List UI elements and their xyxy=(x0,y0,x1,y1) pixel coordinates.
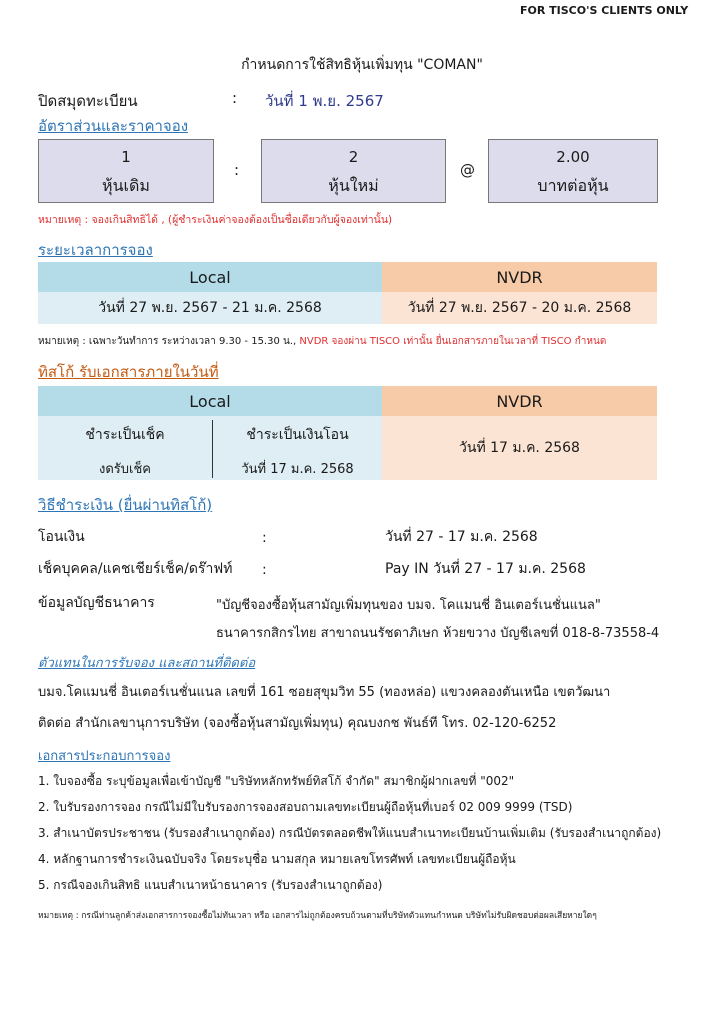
ratio-note: หมายเหตุ : จองเกินสิทธิได้ , (ผู้ชำระเงินค่าจองต้องเป็นชื่อเดียวกับผู้จองเท่านั้น) xyxy=(38,214,393,226)
transfer-method-colon: : xyxy=(262,530,267,546)
page-title: กำหนดการใช้สิทธิหุ้นเพิ่มทุน "COMAN" xyxy=(241,57,483,73)
period-heading: ระยะเวลาการจอง xyxy=(38,241,153,259)
price-box xyxy=(488,139,658,203)
docs-nvdr-value: วันที่ 17 ม.ค. 2568 xyxy=(382,416,657,480)
new-share-number: 2 xyxy=(348,148,359,166)
document-item: 2. ใบรับรองการจอง กรณีไม่มีใบรับรองการจองสอบถามเลขทะเบียนผู้ถือหุ้นที่เบอร์ 02 009 9999 (TSD) xyxy=(38,800,573,814)
ratio-separator: : xyxy=(234,161,240,179)
docs-nvdr-header: NVDR xyxy=(382,386,657,416)
cheque-method-label: เช็คบุคคล/แคชเชียร์เช็ค/ดร๊าฟท์ xyxy=(38,561,233,577)
transfer-label: ชำระเป็นเงินโอน xyxy=(246,427,349,443)
cheque-method-colon: : xyxy=(262,562,267,578)
document-item: 4. หลักฐานการชำระเงินฉบับจริง โดยระบุชื่อ นามสกุล หมายเลขโทรศัพท์ เลขทะเบียนผู้ถือหุ้น xyxy=(38,852,516,866)
bank-account-detail: ธนาคารกสิกรไทย สาขาถนนรัชดาภิเษก ห้วยขวาง บัญชีเลขที่ 018-8-73558-4 xyxy=(216,626,660,641)
book-close-date: วันที่ 1 พ.ย. 2567 xyxy=(265,92,384,110)
period-nvdr-header: NVDR xyxy=(382,262,657,292)
cheque-value: งดรับเช็ค xyxy=(99,462,151,477)
old-share-box xyxy=(38,139,214,203)
price-value: 2.00 xyxy=(556,148,590,166)
period-note: หมายเหตุ : เฉพาะวันทำการ ระหว่างเวลา 9.30 - 15.30 น., NVDR จองผ่าน TISCO เท่านั้น ยื่นเอกสารภายในเวลาที่ TISCO กำหนด xyxy=(38,336,607,347)
transfer-value: วันที่ 17 ม.ค. 2568 xyxy=(241,462,354,477)
document-item: 5. กรณีจองเกินสิทธิ แนบสำเนาหน้าธนาคาร (รับรองสำเนาถูกต้อง) xyxy=(38,878,383,892)
period-local-value: วันที่ 27 พ.ย. 2567 - 21 ม.ค. 2568 xyxy=(38,292,382,324)
documents-footnote: หมายเหตุ : กรณีท่านลูกค้าส่งเอกสารการจองซื้อไม่ทันเวลา หรือ เอกสารไม่ถูกต้องครบถ้วนตามที่บริษัทตัวแทนกำหนด บริษัทไม่รับผิดชอบต่อผลเสียหายใดๆ xyxy=(38,911,597,921)
agent-heading: ตัวแทนในการรับจอง และสถานที่ติดต่อ xyxy=(38,656,256,671)
agent-address: บมจ.โคแมนชี่ อินเตอร์เนชั่นแนล เลขที่ 161 ซอยสุขุมวิท 55 (ทองหล่อ) แขวงคลองตันเหนือ เขตวัฒนา xyxy=(38,685,611,700)
price-label: บาทต่อหุ้น xyxy=(537,176,609,195)
agent-contact: ติดต่อ สำนักเลขานุการบริษัท (จองซื้อหุ้นสามัญเพิ่มทุน) คุณบงกช พันธ์ที โทร. 02-120-6252 xyxy=(38,716,557,731)
clients-only-note: FOR TISCO'S CLIENTS ONLY xyxy=(520,4,689,17)
cheque-method-date: Pay IN วันที่ 27 - 17 ม.ค. 2568 xyxy=(385,561,586,577)
docs-local-header: Local xyxy=(38,386,382,416)
docs-local-body xyxy=(38,416,382,480)
book-close-label: ปิดสมุดทะเบียน xyxy=(38,92,138,110)
bank-account-name: "บัญชีจองซื้อหุ้นสามัญเพิ่มทุนของ บมจ. โคแมนชี่ อินเตอร์เนชั่นแนล" xyxy=(216,598,601,613)
ratio-at: @ xyxy=(460,161,475,179)
payment-heading: วิธีชำระเงิน (ยื่นผ่านทิสโก้) xyxy=(38,496,213,514)
period-local-header: Local xyxy=(38,262,382,292)
book-close-colon: : xyxy=(232,89,238,107)
bank-info-label: ข้อมูลบัญชีธนาคาร xyxy=(38,595,155,611)
new-share-box xyxy=(261,139,446,203)
old-share-number: 1 xyxy=(121,148,131,166)
cheque-label: ชำระเป็นเช็ค xyxy=(85,427,165,443)
transfer-method-label: โอนเงิน xyxy=(38,529,85,545)
document-item: 3. สำเนาบัตรประชาชน (รับรองสำเนาถูกต้อง) กรณีบัตรตลอดชีพให้แนบสำเนาทะเบียนบ้านเพิ่มเติม (รับรองสำเนาถูกต้อง) xyxy=(38,826,662,840)
documents-list xyxy=(38,772,698,902)
documents-heading: เอกสารประกอบการจอง xyxy=(38,749,171,764)
new-share-label: หุ้นใหม่ xyxy=(328,176,379,195)
document-item: 1. ใบจองซื้อ ระบุข้อมูลเพื่อเข้าบัญชี "บริษัทหลักทรัพย์ทิสโก้ จำกัด" สมาชิกผู้ฝากเลขที่ "002" xyxy=(38,774,515,788)
period-nvdr-value: วันที่ 27 พ.ย. 2567 - 20 ม.ค. 2568 xyxy=(382,292,657,324)
transfer-method-date: วันที่ 27 - 17 ม.ค. 2568 xyxy=(385,529,538,545)
docs-deadline-heading: ทิสโก้ รับเอกสารภายในวันที่ xyxy=(38,363,219,381)
old-share-label: หุ้นเดิม xyxy=(102,176,150,195)
ratio-heading: อัตราส่วนและราคาจอง xyxy=(38,117,189,135)
